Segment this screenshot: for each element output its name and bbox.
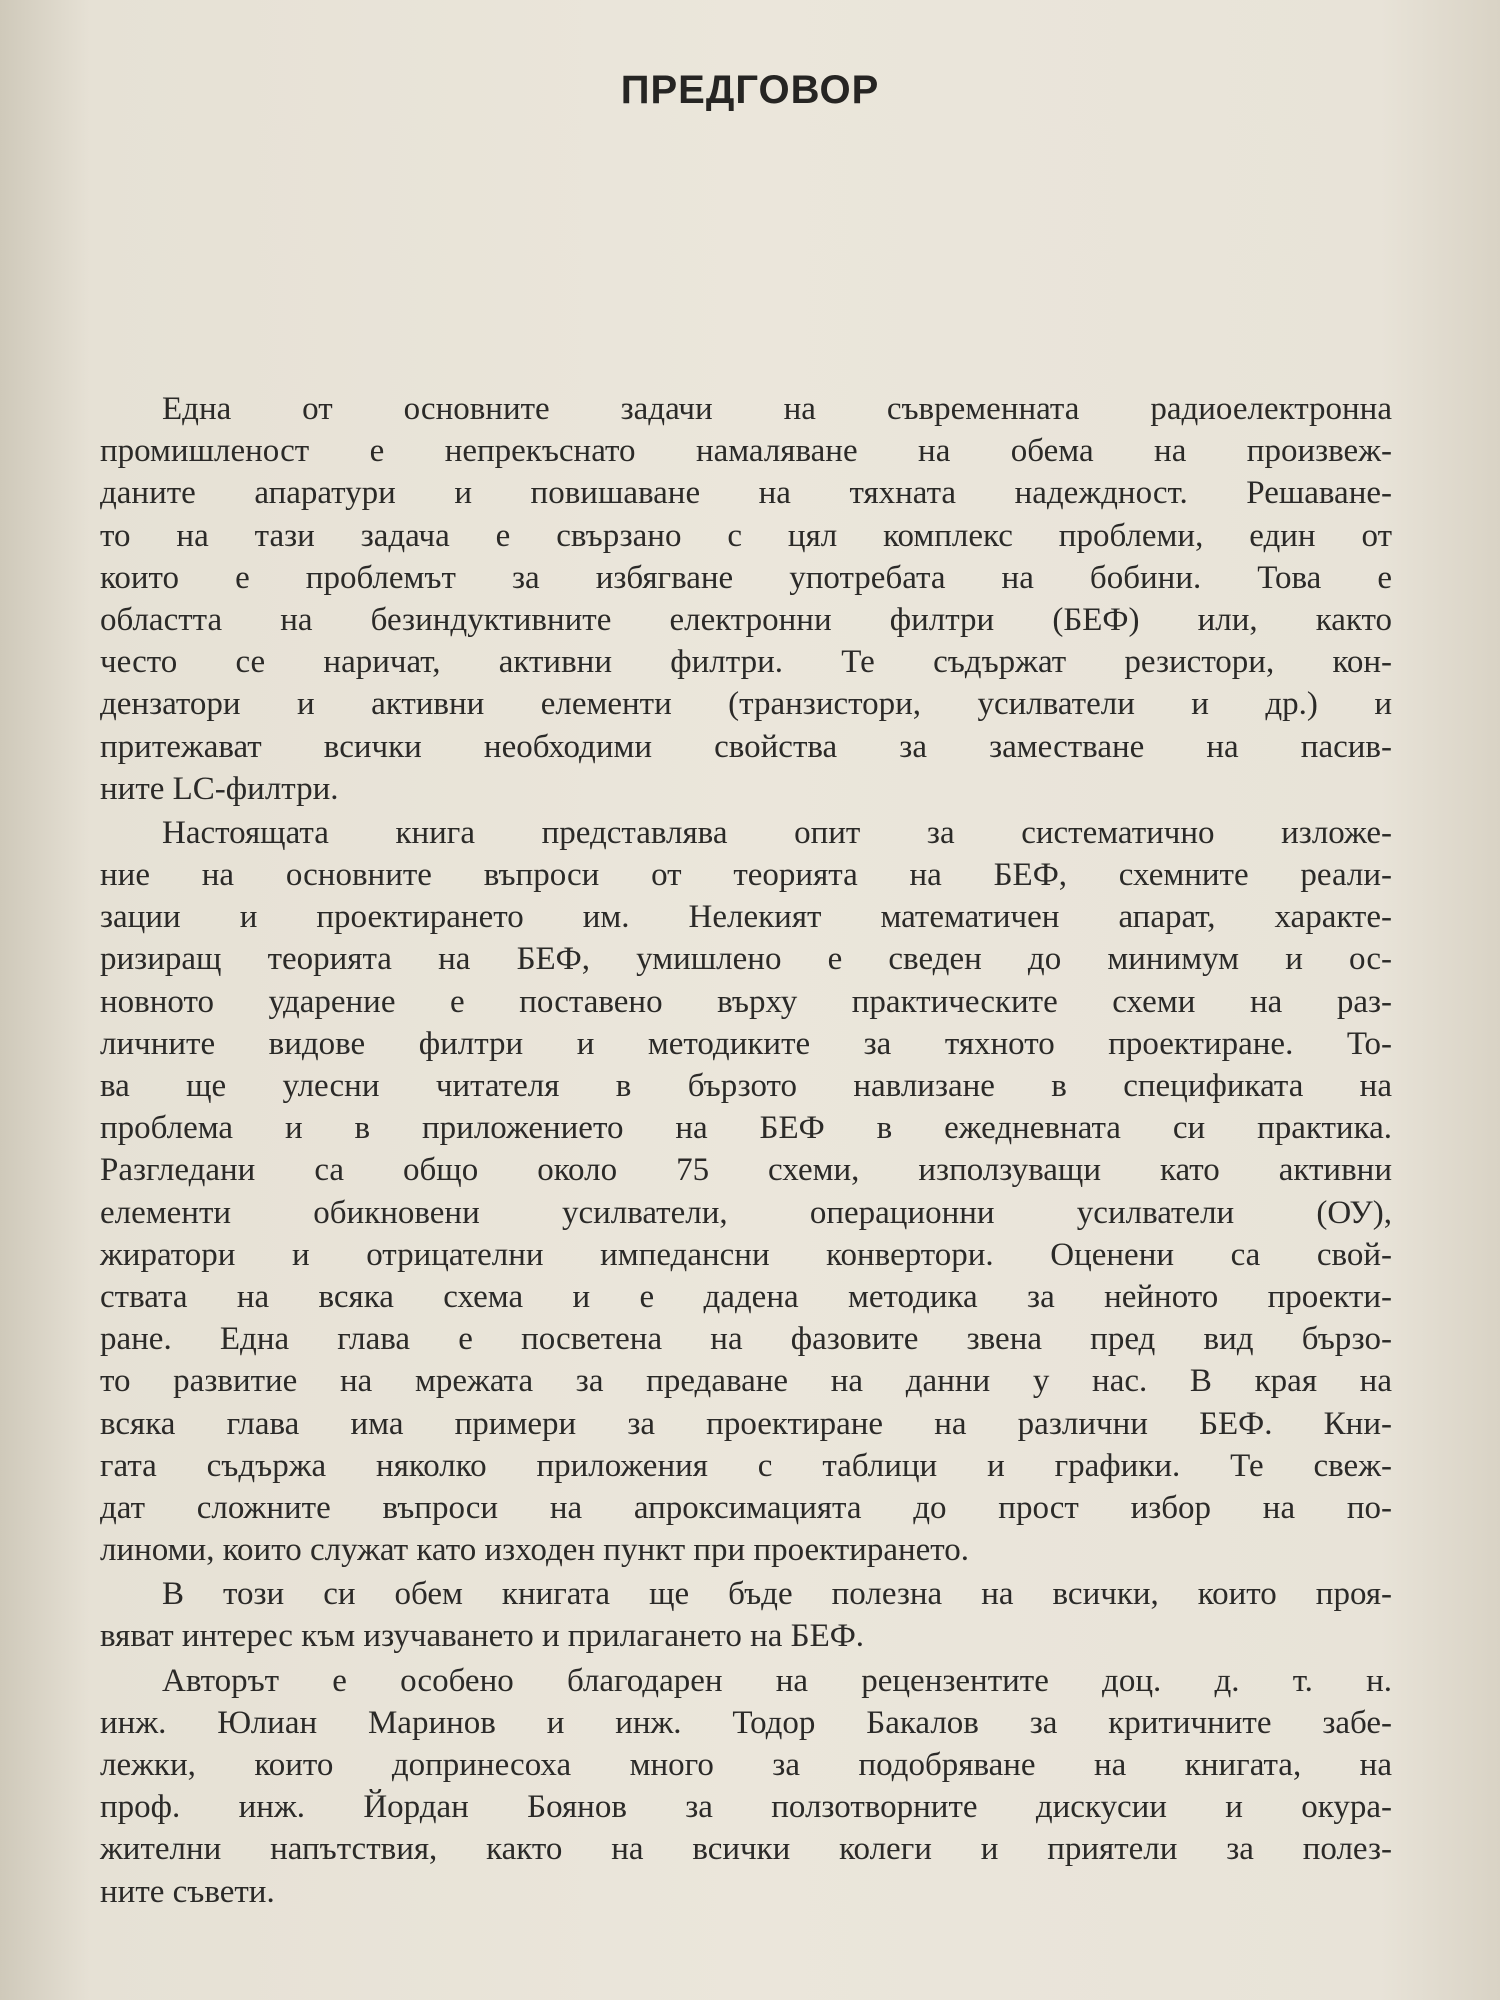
text-line: областта на безиндуктивните електронни филтри (БЕФ) или, както bbox=[100, 601, 1392, 638]
text-line: дат сложните въпроси на апроксимацията до прост избор на по- bbox=[100, 1489, 1392, 1526]
text-line: лежки, които допринесоха много за подобряване на книгата, на bbox=[100, 1747, 1392, 1783]
text-line: В този си обем книгата ще бъде полезна на всички, които проя- bbox=[162, 1576, 1392, 1613]
text-line: проф. инж. Йордан Боянов за ползотворните дискусии и окура- bbox=[100, 1789, 1392, 1826]
paragraph-3 bbox=[100, 1573, 1392, 1657]
text-line: жиратори и отрицателни импедансни конвертори. Оценени са свой- bbox=[100, 1236, 1392, 1273]
paragraph-4 bbox=[100, 1660, 1392, 1913]
text-line: дензатори и активни елементи (транзистори, усилватели и др.) и bbox=[100, 686, 1392, 723]
body-text bbox=[100, 388, 1392, 1915]
text-line: ните съвети. bbox=[100, 1873, 275, 1910]
text-line: линоми, които служат като изходен пункт при проектирането. bbox=[100, 1532, 970, 1569]
text-line: проблема и в приложението на БЕФ в ежедневната си практика. bbox=[100, 1110, 1392, 1147]
text-line: гата съдържа няколко приложения с таблици и графики. Те свеж- bbox=[100, 1447, 1392, 1484]
text-line: новното ударение е поставено върху практическите схеми на раз- bbox=[100, 983, 1392, 1020]
text-line: всяка глава има примери за проектиране на различни БЕФ. Кни- bbox=[100, 1405, 1392, 1442]
text-line: личните видове филтри и методиките за тяхното проектиране. То- bbox=[100, 1025, 1392, 1062]
text-line: Разгледани са общо около 75 схеми, използуващи като активни bbox=[100, 1152, 1392, 1189]
text-line: даните апаратури и повишаване на тяхната надеждност. Решаване- bbox=[100, 475, 1392, 512]
text-line: които е проблемът за избягване употребата на бобини. Това е bbox=[100, 559, 1392, 596]
text-line: притежават всички необходими свойства за заместване на пасив- bbox=[100, 728, 1392, 765]
text-line: вяват интерес към изучаването и прилагането на БЕФ. bbox=[100, 1618, 865, 1655]
text-line: ните LC-филтри. bbox=[100, 770, 339, 807]
text-line: то на тази задача е свързано с цял комплекс проблеми, един от bbox=[100, 517, 1392, 554]
text-line: Настоящата книга представлява опит за систематично изложе- bbox=[162, 814, 1392, 851]
text-line: ризиращ теорията на БЕФ, умишлено е сведен до минимум и ос- bbox=[100, 941, 1392, 978]
text-line: елементи обикновени усилватели, операционни усилватели (ОУ), bbox=[100, 1194, 1392, 1231]
text-line: ва ще улесни читателя в бързото навлизане в спецификата на bbox=[100, 1068, 1392, 1104]
text-line: често се наричат, активни филтри. Те съдържат резистори, кон- bbox=[100, 644, 1392, 681]
text-line: жителни напътствия, както на всички колеги и приятели за полез- bbox=[100, 1831, 1392, 1868]
text-line: ние на основните въпроси от теорията на БЕФ, схемните реали- bbox=[100, 857, 1392, 894]
text-line: то развитие на мрежата за предаване на данни у нас. В края на bbox=[100, 1363, 1392, 1400]
page-title: ПРЕДГОВОР bbox=[620, 68, 880, 112]
paragraph-2 bbox=[100, 812, 1392, 1571]
text-line: зации и проектирането им. Нелекият математичен апарат, характе- bbox=[100, 899, 1392, 936]
text-line: ствата на всяка схема и е дадена методика за нейното проекти- bbox=[100, 1278, 1392, 1315]
text-line: Авторът е особено благодарен на рецензентите доц. д. т. н. bbox=[162, 1662, 1392, 1699]
text-line: промишленост е непрекъснато намаляване на обема на произвеж- bbox=[100, 433, 1392, 470]
text-line: ране. Една глава е посветена на фазовите звена пред вид бързо- bbox=[100, 1321, 1392, 1358]
paragraph-1 bbox=[100, 388, 1392, 810]
text-line: Една от основните задачи на съвременната радиоелектронна bbox=[162, 391, 1392, 427]
text-line: инж. Юлиан Маринов и инж. Тодор Бакалов за критичните забе- bbox=[100, 1704, 1392, 1741]
